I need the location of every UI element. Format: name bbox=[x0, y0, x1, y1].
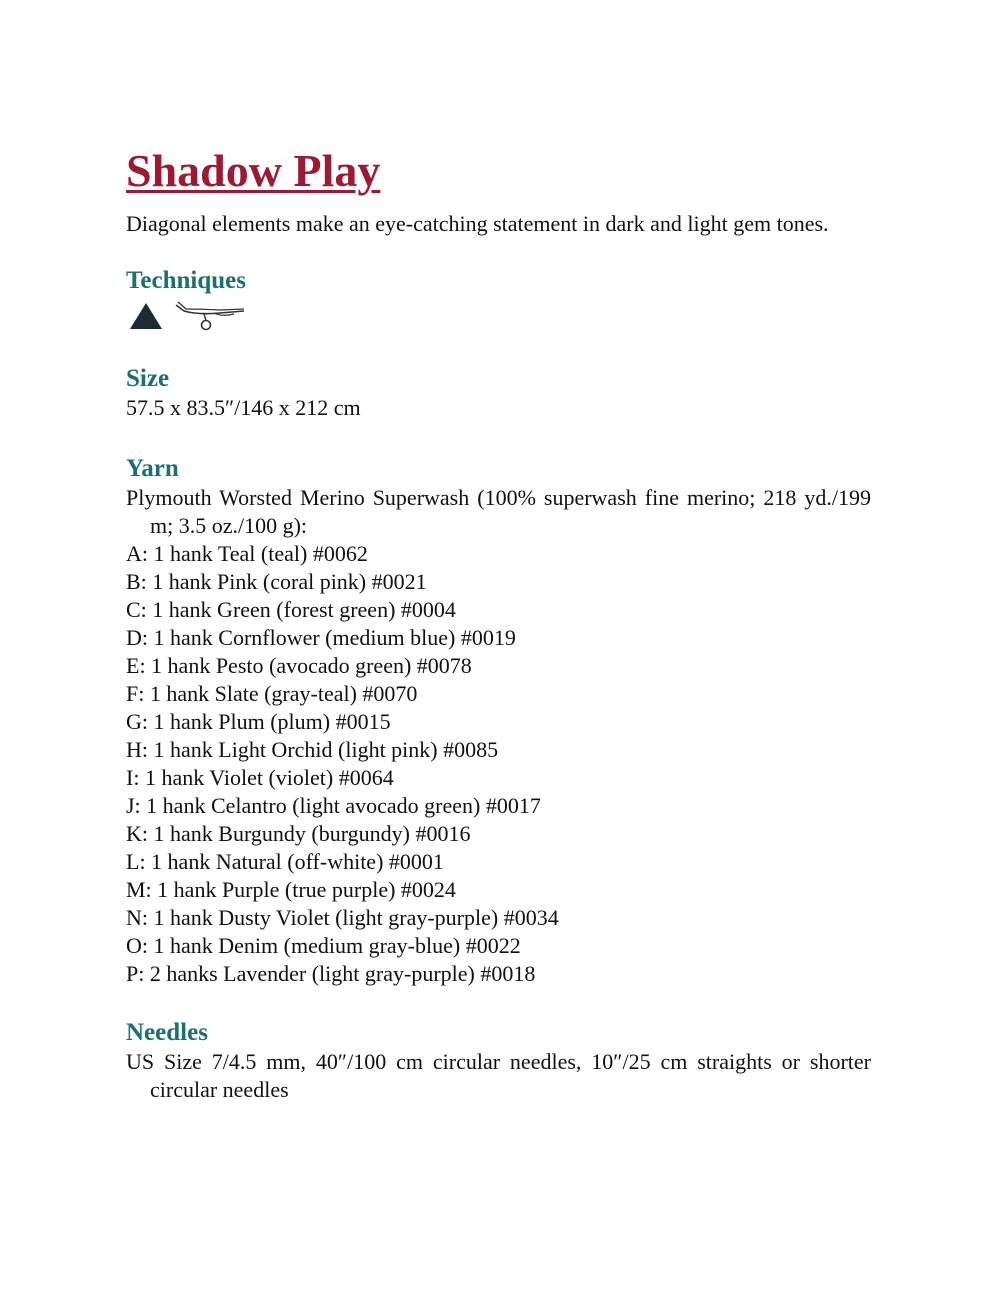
yarn-description: Plymouth Worsted Merino Superwash (100% superwash fine merino; 218 yd./199 m; 3.5 oz./100 g): bbox=[126, 485, 871, 538]
yarn-list bbox=[126, 540, 871, 988]
needles-section bbox=[126, 1018, 871, 1104]
yarn-item: D: 1 hank Cornflower (medium blue) #0019 bbox=[126, 625, 516, 650]
page-title: Shadow Play bbox=[126, 145, 381, 196]
yarn-item: H: 1 hank Light Orchid (light pink) #0085 bbox=[126, 737, 499, 762]
yarn-section bbox=[126, 454, 871, 988]
size-section bbox=[126, 364, 871, 422]
yarn-item: M: 1 hank Purple (true purple) #0024 bbox=[126, 877, 456, 902]
technique-icons bbox=[126, 298, 871, 334]
needles-value: US Size 7/4.5 mm, 40″/100 cm circular needles, 10″/25 cm straights or shorter circular needles bbox=[126, 1049, 871, 1102]
size-heading: Size bbox=[126, 365, 170, 392]
yarn-item: C: 1 hank Green (forest green) #0004 bbox=[126, 597, 456, 622]
yarn-item: L: 1 hank Natural (off-white) #0001 bbox=[126, 849, 444, 874]
size-value: 57.5 x 83.5″/146 x 212 cm bbox=[126, 395, 361, 420]
techniques-section bbox=[126, 266, 871, 334]
yarn-item: G: 1 hank Plum (plum) #0015 bbox=[126, 709, 391, 734]
yarn-item: F: 1 hank Slate (gray-teal) #0070 bbox=[126, 681, 418, 706]
yarn-item: K: 1 hank Burgundy (burgundy) #0016 bbox=[126, 821, 471, 846]
yarn-item: O: 1 hank Denim (medium gray-blue) #0022 bbox=[126, 933, 521, 958]
pattern-page bbox=[126, 140, 871, 1104]
intro-text: Diagonal elements make an eye-catching statement in dark and light gem tones. bbox=[126, 211, 829, 236]
yarn-item: J: 1 hank Celantro (light avocado green) #0017 bbox=[126, 793, 541, 818]
techniques-heading: Techniques bbox=[126, 267, 246, 294]
yarn-item: P: 2 hanks Lavender (light gray-purple) #0018 bbox=[126, 961, 536, 986]
triangle-icon bbox=[126, 299, 166, 333]
needles-heading: Needles bbox=[126, 1019, 208, 1046]
yarn-item: N: 1 hank Dusty Violet (light gray-purple) #0034 bbox=[126, 905, 559, 930]
yarn-item: E: 1 hank Pesto (avocado green) #0078 bbox=[126, 653, 472, 678]
yarn-item: I: 1 hank Violet (violet) #0064 bbox=[126, 765, 394, 790]
yarn-heading: Yarn bbox=[126, 455, 179, 482]
yarn-item: B: 1 hank Pink (coral pink) #0021 bbox=[126, 569, 427, 594]
crochet-hook-icon bbox=[174, 299, 246, 333]
yarn-item: A: 1 hank Teal (teal) #0062 bbox=[126, 541, 368, 566]
